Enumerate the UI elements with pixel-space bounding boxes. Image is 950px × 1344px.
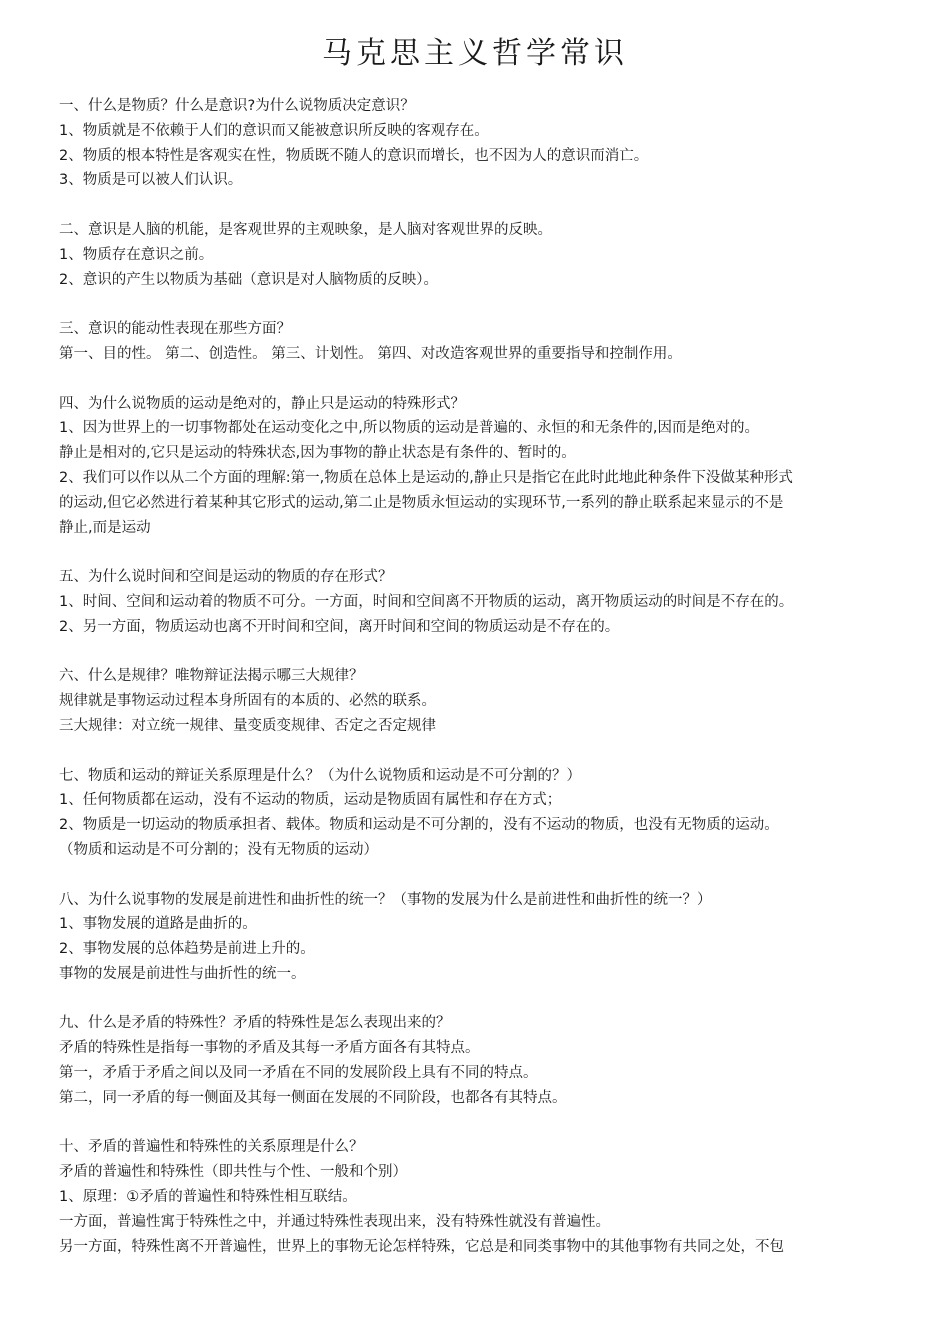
section-1 (59, 94, 909, 193)
section-line: 2、我们可以作以从二个方面的理解:第一,物质在总体上是运动的,静止只是指它在此时此地此种条件下没做某种形式 (59, 469, 793, 486)
section-heading: 五、为什么说时间和空间是运动的物质的存在形式？ (59, 569, 393, 586)
section-heading: 十、矛盾的普遍性和特殊性的关系原理是什么？ (59, 1139, 364, 1156)
document-title: 马克思主义哲学常识 (322, 36, 628, 71)
section-3 (59, 317, 909, 367)
section-line: 第一、目的性。 第二、创造性。 第三、计划性。 第四、对改造客观世界的重要指导和控制作用。 (59, 345, 682, 362)
section-line: 的运动,但它必然进行着某种其它形式的运动,第二止是物质永恒运动的实现环节,一系列的静止联系起来显示的不是 (59, 494, 784, 511)
section-spacer (59, 739, 909, 764)
section-spacer (59, 863, 909, 888)
section-line: 第一，矛盾于矛盾之间以及同一矛盾在不同的发展阶段上具有不同的特点。 (59, 1065, 538, 1082)
section-7 (59, 764, 909, 863)
section-line: 2、物质是一切运动的物质承担者、载体。物质和运动是不可分割的，没有不运动的物质，也没有无物质的运动。 (59, 817, 779, 834)
section-8 (59, 888, 909, 987)
document-body (59, 94, 909, 1259)
section-spacer (59, 193, 909, 218)
section-line: 1、时间、空间和运动着的物质不可分。一方面，时间和空间离不开物质的运动，离开物质运动的时间是不存在的。 (59, 593, 794, 610)
section-spacer (59, 292, 909, 317)
section-line: 3、物质是可以被人们认识。 (59, 172, 243, 189)
section-10 (59, 1135, 909, 1259)
section-line: 事物的发展是前进性与曲折性的统一。 (59, 965, 306, 982)
section-6 (59, 664, 909, 738)
section-line: 1、因为世界上的一切事物都处在运动变化之中,所以物质的运动是普遍的、永恒的和无条件的,因而是绝对的。 (59, 420, 759, 437)
section-spacer (59, 1111, 909, 1136)
section-5 (59, 565, 909, 639)
section-line: 矛盾的特殊性是指每一事物的矛盾及其每一矛盾方面各有其特点。 (59, 1040, 480, 1057)
section-line: 一方面，普遍性寓于特殊性之中，并通过特殊性表现出来，没有特殊性就没有普遍性。 (59, 1213, 610, 1230)
section-line: 1、物质存在意识之前。 (59, 246, 214, 263)
section-9 (59, 1011, 909, 1110)
section-line: 2、事物发展的总体趋势是前进上升的。 (59, 941, 315, 958)
section-line: 矛盾的普遍性和特殊性（即共性与个性、一般和个别） (59, 1164, 407, 1181)
section-line: 1、事物发展的道路是曲折的。 (59, 916, 257, 933)
section-heading: 一、什么是物质？什么是意识?为什么说物质决定意识？ (59, 98, 415, 114)
section-spacer (59, 987, 909, 1012)
section-line: 1、任何物质都在运动，没有不运动的物质，运动是物质固有属性和存在方式； (59, 792, 562, 809)
section-line: 规律就是事物运动过程本身所固有的本质的、必然的联系。 (59, 693, 436, 710)
section-line: （物质和运动是不可分割的；没有无物质的运动） (59, 841, 378, 858)
section-line: 第二，同一矛盾的每一侧面及其每一侧面在发展的不同阶段，也都各有其特点。 (59, 1089, 567, 1106)
section-spacer (59, 540, 909, 565)
section-heading: 六、什么是规律？唯物辩证法揭示哪三大规律？ (59, 668, 364, 685)
section-line: 静止是相对的,它只是运动的特殊状态,因为事物的静止状态是有条件的、暂时的。 (59, 445, 576, 462)
section-line: 2、另一方面，物质运动也离不开时间和空间，离开时间和空间的物质运动是不存在的。 (59, 618, 620, 635)
section-spacer (59, 640, 909, 665)
section-line: 1、原理：①矛盾的普遍性和特殊性相互联结。 (59, 1189, 357, 1206)
section-line: 1、物质就是不依赖于人们的意识而又能被意识所反映的客观存在。 (59, 122, 489, 139)
section-heading: 七、物质和运动的辩证关系原理是什么？（为什么说物质和运动是不可分割的？） (59, 767, 581, 784)
section-heading: 四、为什么说物质的运动是绝对的，静止只是运动的特殊形式？ (59, 395, 465, 412)
section-2 (59, 218, 909, 292)
section-line: 另一方面，特殊性离不开普遍性，世界上的事物无论怎样特殊，它总是和同类事物中的其他事物有共同之处，不包 (59, 1238, 784, 1255)
section-heading: 八、为什么说事物的发展是前进性和曲折性的统一？（事物的发展为什么是前进性和曲折性的统一？） (59, 891, 712, 908)
section-4 (59, 392, 909, 541)
section-line: 2、物质的根本特性是客观实在性，物质既不随人的意识而增长，也不因为人的意识而消亡。 (59, 147, 649, 164)
section-line: 2、意识的产生以物质为基础（意识是对人脑物质的反映）。 (59, 271, 438, 288)
section-line: 静止,而是运动 (59, 519, 151, 536)
section-heading: 三、意识的能动性表现在那些方面？ (59, 321, 291, 338)
section-heading: 二、意识是人脑的机能，是客观世界的主观映象，是人脑对客观世界的反映。 (59, 221, 552, 238)
section-heading: 九、什么是矛盾的特殊性？矛盾的特殊性是怎么表现出来的？ (59, 1015, 451, 1032)
section-line: 三大规律：对立统一规律、量变质变规律、否定之否定规律 (59, 717, 436, 734)
section-spacer (59, 367, 909, 392)
